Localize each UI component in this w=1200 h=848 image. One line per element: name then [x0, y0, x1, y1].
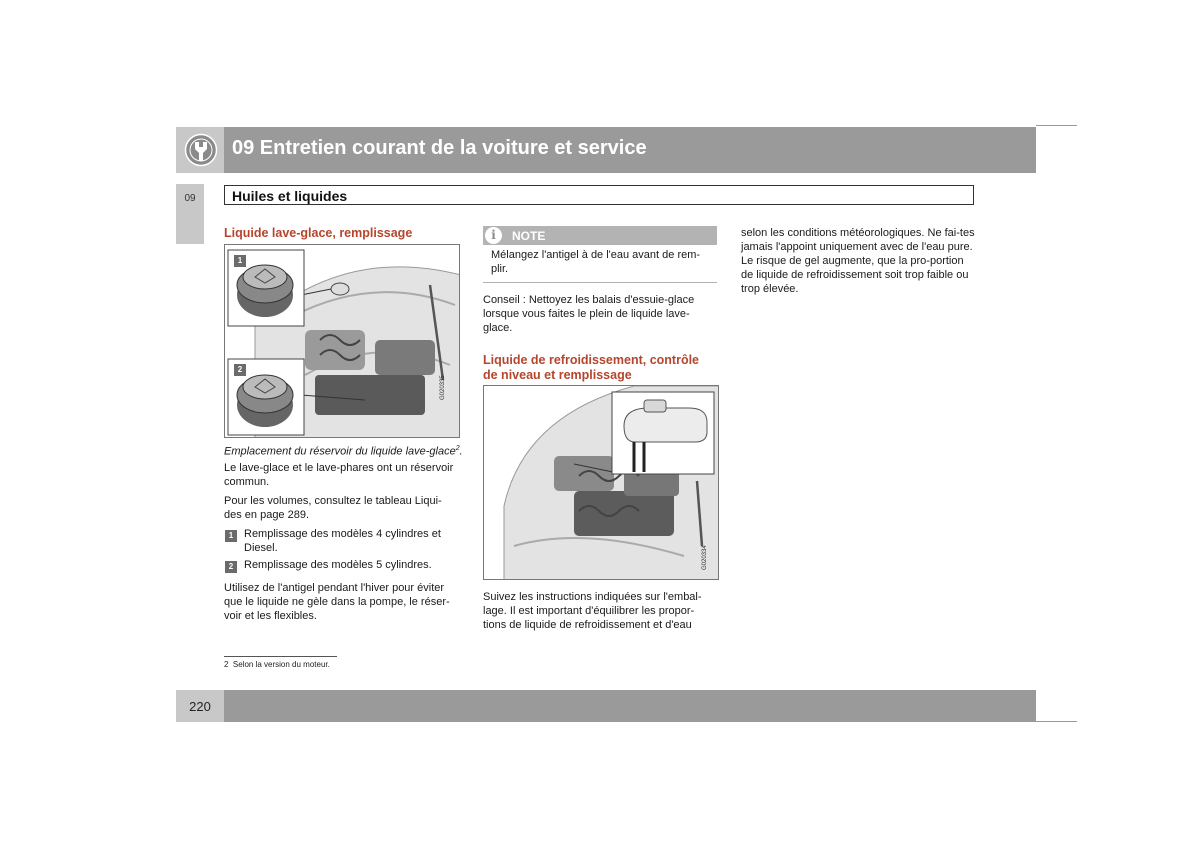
figure-code: G020334	[702, 545, 708, 570]
paragraph-conditions: selon les conditions météorologiques. Ne fai-tes jamais l'appoint uniquement avec de l'eau pure. Le risque de gel augmente, que la pro-portion de liquide de refroidissement soit trop faible ou trop élevée.	[741, 227, 975, 295]
figure-callout-1: 1	[234, 255, 246, 267]
coolant-engine-illustration	[484, 386, 719, 580]
section-title: Huiles et liquides	[232, 188, 348, 204]
list-marker-1: 1	[225, 530, 237, 542]
figure-code: G020335	[440, 375, 446, 400]
washer-reservoir-figure	[224, 244, 460, 438]
footnote-text: Selon la version du moteur.	[232, 660, 330, 669]
chapter-title: 09 Entretien courant de la voiture et service	[232, 137, 647, 159]
engine-bay-illustration	[225, 245, 460, 438]
footnote	[224, 660, 330, 669]
coolant-reservoir-figure	[483, 385, 719, 580]
caption-footnote-ref: 2	[455, 445, 460, 452]
coolant-heading: Liquide de refroidissement, contrôle de niveau et remplissage	[483, 353, 700, 382]
caption-text: Emplacement du réservoir du liquide lave-glace	[224, 445, 456, 458]
header-edge-line	[1036, 125, 1077, 126]
page-number: 220	[189, 699, 211, 714]
note-label: NOTE	[512, 229, 546, 243]
figure-callout-2: 2	[234, 364, 246, 376]
footer-edge-line	[1036, 721, 1077, 722]
footnote-number: 2	[224, 660, 229, 669]
chapter-tab-number: 09	[184, 193, 196, 204]
note-text: Mélangez l'antigel à de l'eau avant de rem-plir.	[491, 249, 701, 275]
caption-end: .	[459, 445, 463, 458]
footnote-rule	[224, 656, 337, 657]
info-icon: i	[485, 227, 502, 244]
paragraph-volumes: Pour les volumes, consultez le tableau Liqui-des en page 289.	[224, 495, 442, 521]
paragraph-instructions: Suivez les instructions indiquées sur l'embal-lage. Il est important d'équilibrer les propor-tions de liquide de refroidissement et d'eau	[483, 591, 702, 631]
paragraph-common-reservoir: Le lave-glace et le lave-phares ont un réservoir commun.	[224, 462, 454, 488]
list-item-2: Remplissage des modèles 5 cylindres.	[244, 559, 432, 571]
list-marker-2: 2	[225, 561, 237, 573]
paragraph-advice: Conseil : Nettoyez les balais d'essuie-glace lorsque vous faites le plein de liquide lave-glace.	[483, 294, 695, 334]
list-item-1: Remplissage des modèles 4 cylindres et Diesel.	[244, 528, 441, 554]
wrench-icon	[184, 133, 218, 167]
washer-fluid-heading: Liquide lave-glace, remplissage	[224, 226, 413, 240]
footer-band	[224, 690, 1036, 722]
paragraph-antifreeze: Utilisez de l'antigel pendant l'hiver pour éviter que le liquide ne gèle dans la pompe, le réser-voir et les flexibles.	[224, 582, 450, 622]
figure-caption	[224, 442, 464, 459]
